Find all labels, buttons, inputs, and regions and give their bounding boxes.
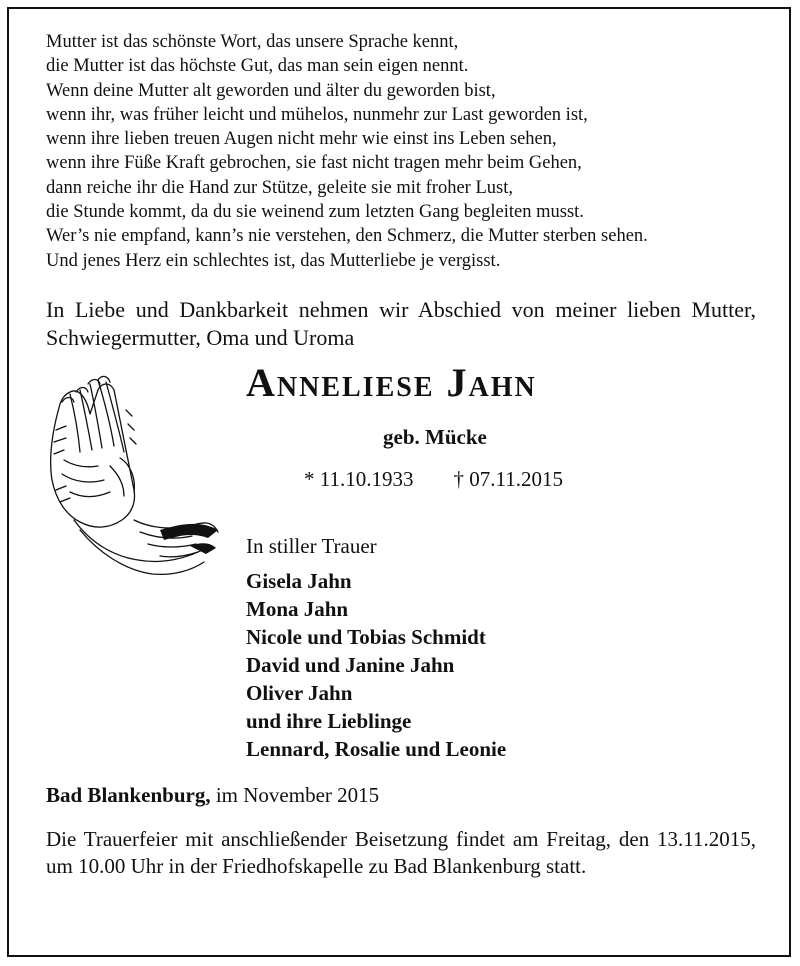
mourner-name: Oliver Jahn: [246, 681, 353, 705]
poem-line: wenn ihre lieben treuen Augen nicht mehr wie einst ins Leben sehen,: [46, 129, 557, 150]
poem-line: Wer’s nie empfand, kann’s nie verstehen, den Schmerz, die Mutter sterben sehen.: [46, 226, 648, 247]
mourner-name: und ihre Lieblinge: [246, 709, 412, 733]
death-date: † 07.11.2015: [453, 467, 563, 491]
poem-line: dann reiche ihr die Hand zur Stütze, geleite sie mit froher Lust,: [46, 177, 513, 198]
mourners-list: [246, 567, 506, 763]
maiden-name: geb. Mücke: [383, 425, 487, 449]
poem-line: die Stunde kommt, da du sie weinend zum letzten Gang begleiten musst.: [46, 202, 584, 223]
birth-date: * 11.10.1933: [304, 467, 414, 491]
funeral-notice: Die Trauerfeier mit anschließender Beisetzung findet am Freitag, den 13.11.2015, um 10.00 Uhr in der Friedhofskapelle zu Bad Blankenburg statt.: [46, 827, 756, 878]
place-date: im November 2015: [215, 783, 380, 807]
poem-line: wenn ihr, was früher leicht und mühelos, nunmehr zur Last geworden ist,: [46, 104, 588, 125]
poem-line: wenn ihre Füße Kraft gebrochen, sie fast nicht tragen mehr beim Gehen,: [46, 153, 582, 174]
poem-line: Und jenes Herz ein schlechtes ist, das Mutterliebe je vergisst.: [46, 250, 501, 271]
farewell-intro: In Liebe und Dankbarkeit nehmen wir Abschied von meiner lieben Mutter, Schwiegermutter, Oma und Uroma: [46, 297, 756, 350]
poem-line: die Mutter ist das höchste Gut, das man sein eigen nennt.: [46, 56, 469, 77]
mourner-name: Gisela Jahn: [246, 569, 352, 593]
mourner-name: Lennard, Rosalie und Leonie: [246, 737, 507, 761]
memorial-poem: [46, 30, 766, 273]
life-dates: [304, 466, 563, 492]
place-and-date: [46, 782, 379, 808]
mourner-name: Nicole und Tobias Schmidt: [246, 625, 486, 649]
praying-hands-icon: [40, 370, 225, 590]
deceased-name: Anneliese Jahn: [246, 360, 537, 405]
poem-line: Mutter ist das schönste Wort, das unsere Sprache kennt,: [46, 32, 459, 52]
mourning-label: In stiller Trauer: [246, 534, 377, 558]
poem-line: Wenn deine Mutter alt geworden und älter du geworden bist,: [46, 80, 496, 101]
mourner-name: Mona Jahn: [246, 597, 349, 621]
mourner-name: David und Janine Jahn: [246, 653, 455, 677]
place-city: Bad Blankenburg,: [46, 783, 211, 807]
